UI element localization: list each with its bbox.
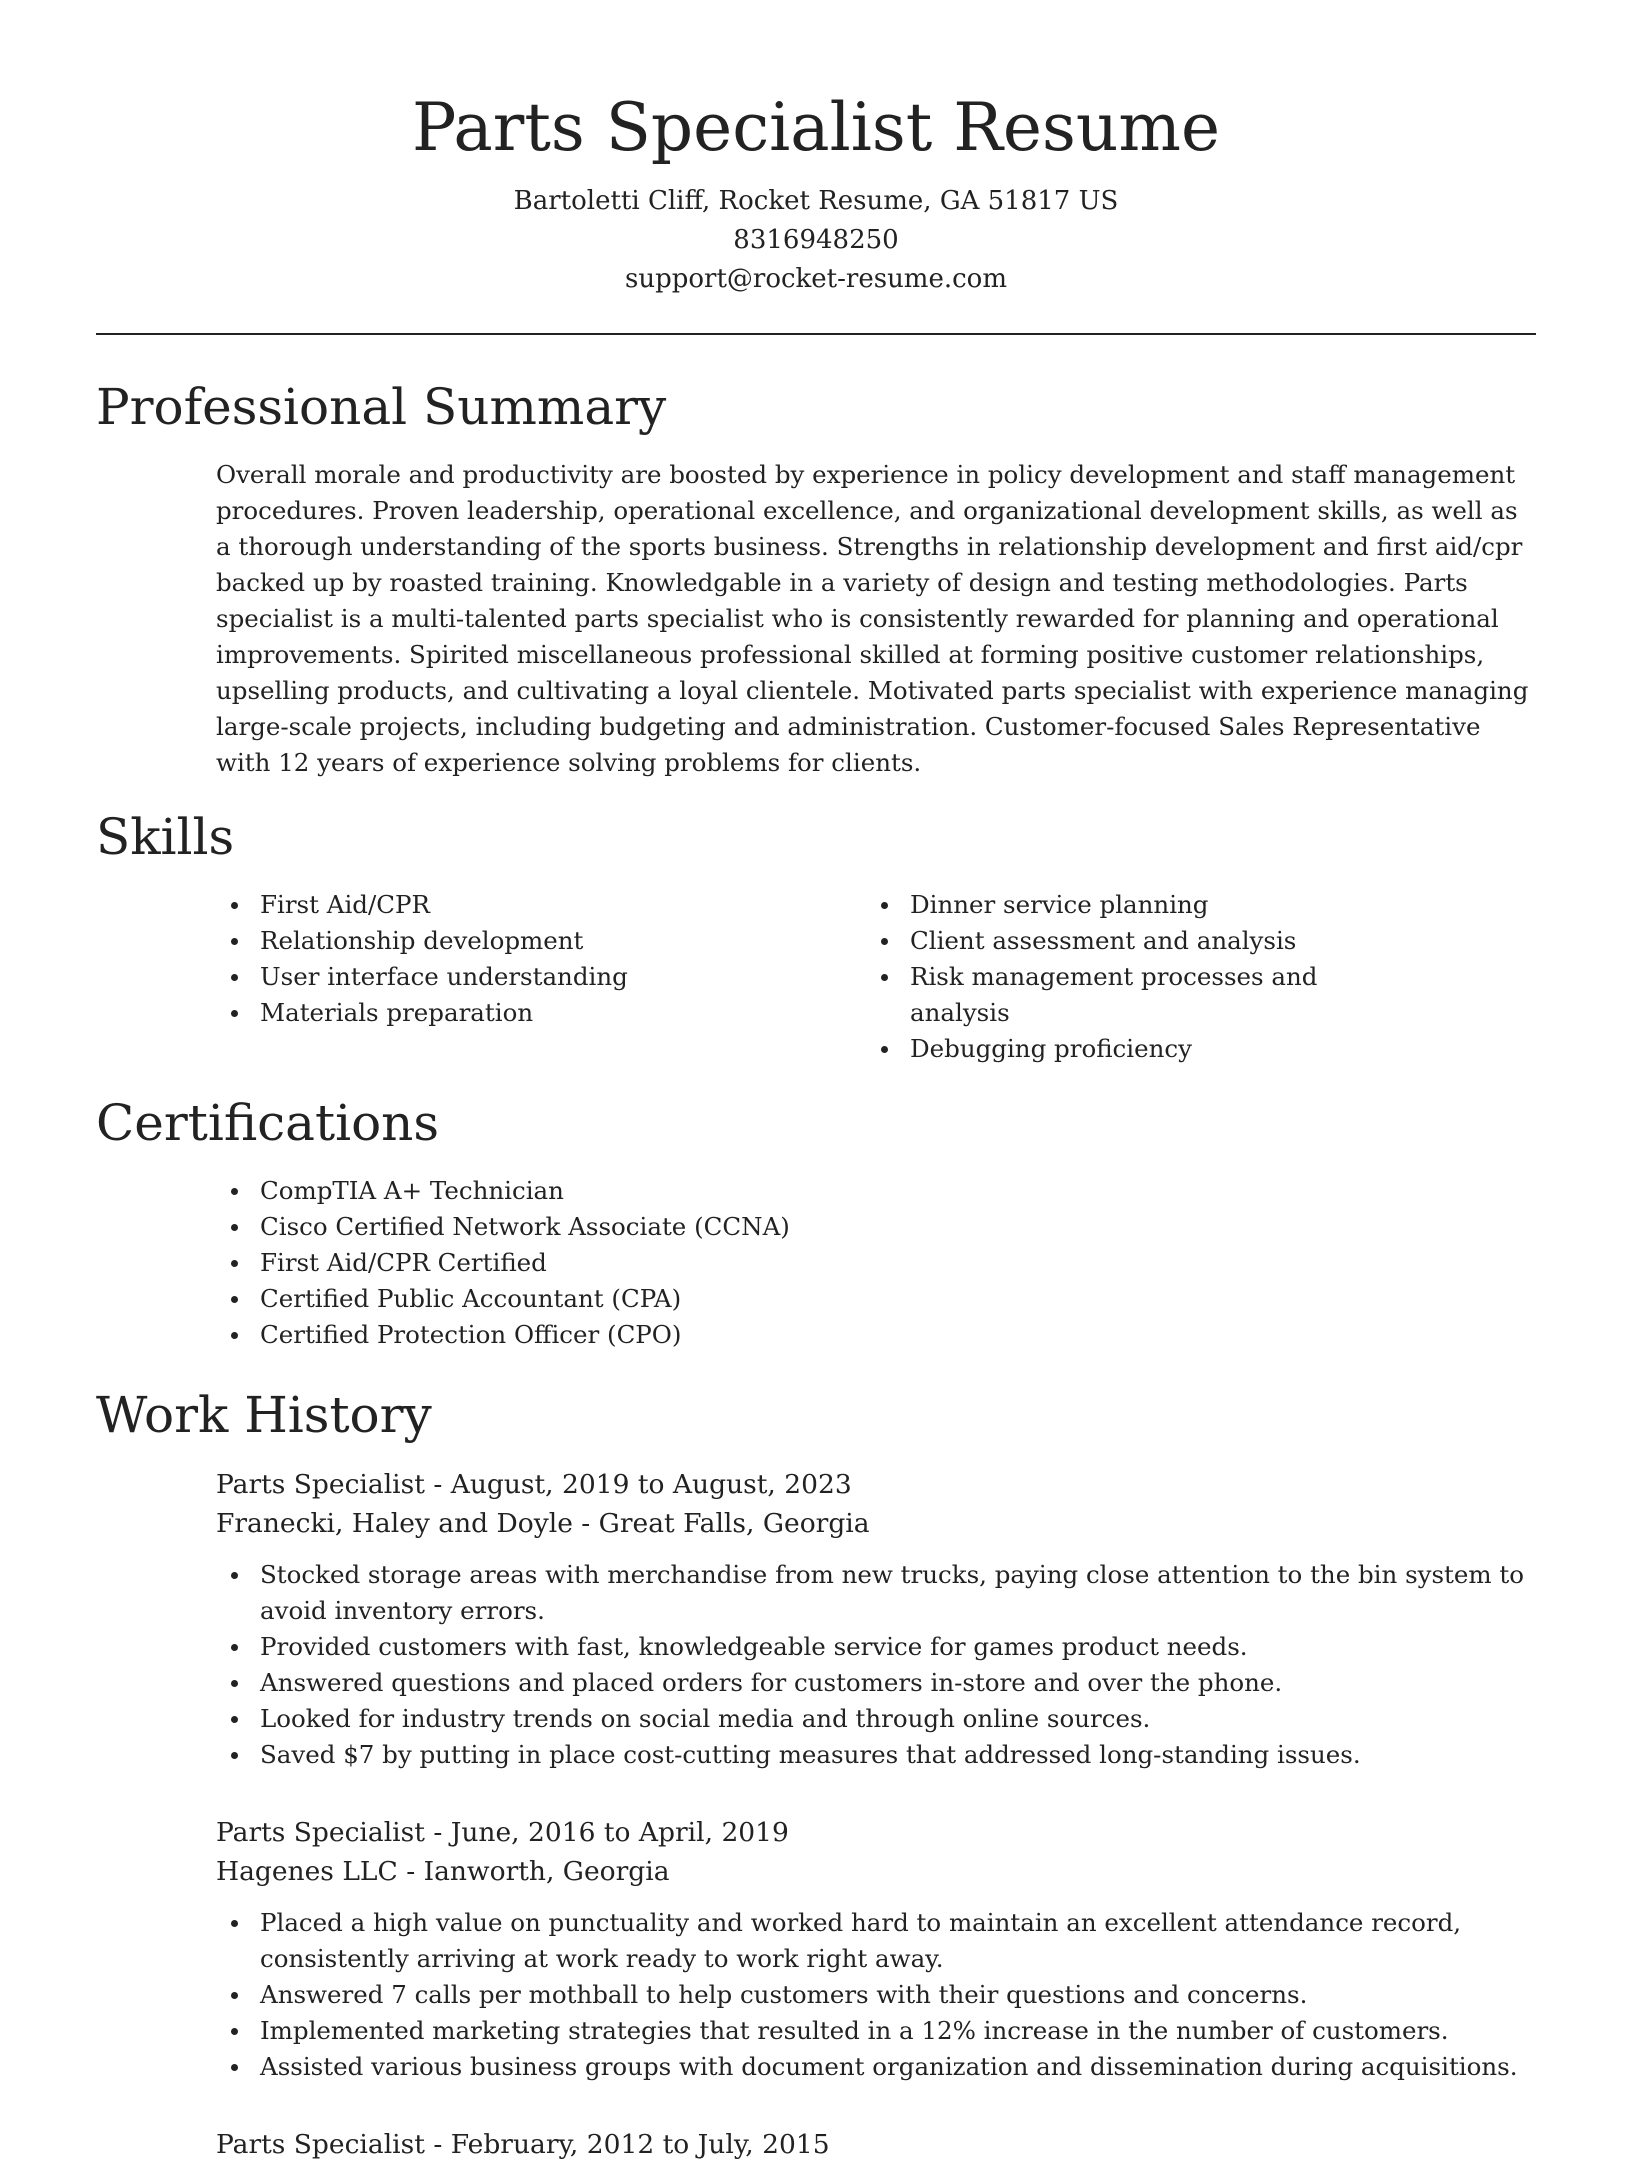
contact-block bbox=[96, 182, 1536, 299]
job-entry bbox=[216, 2125, 1536, 2164]
summary-text: Overall morale and productivity are boosted by experience in policy development and staff management procedures. Proven leadership, operational excellence, and organizational development skills, as well as a thorough understanding of the sports business. Strengths in relationship development and first aid/cpr backed up by roasted training. Knowledgable in a variety of design and testing methodologies. Parts specialist is a multi-talented parts specialist who is consistently rewarded for planning and operational improvements. Spirited miscellaneous professional skilled at forming positive customer relationships, upselling products, and cultivating a loyal clientele. Motivated parts specialist with experience managing large-scale projects, including budgeting and administration. Customer-focused Sales Representative with 12 years of experience solving problems for clients. bbox=[216, 460, 1529, 777]
skill-item: Materials preparation bbox=[96, 995, 746, 1031]
contact-phone: 8316948250 bbox=[733, 225, 899, 255]
job-title-dates: Parts Specialist - August, 2019 to August, 2023 bbox=[216, 1469, 852, 1500]
job-duty-item: Answered 7 calls per mothball to help customers with their questions and concerns. bbox=[96, 1977, 1536, 2013]
certification-item: Certified Public Accountant (CPA) bbox=[96, 1281, 1536, 1317]
job-duties-list bbox=[96, 1905, 1536, 2085]
header-divider bbox=[96, 333, 1536, 335]
job-duty-item: Assisted various business groups with document organization and dissemination during acquisitions. bbox=[96, 2049, 1536, 2085]
certifications-list bbox=[96, 1173, 1536, 1353]
job-company-location: Hagenes LLC - Ianworth, Georgia bbox=[216, 1856, 670, 1887]
job-duties-list bbox=[96, 1557, 1536, 1773]
skills-column-left bbox=[96, 887, 746, 1067]
work-history-heading: Work History bbox=[96, 1386, 432, 1444]
job-duty-item: Provided customers with fast, knowledgeable service for games product needs. bbox=[96, 1629, 1536, 1665]
job-title-dates: Parts Specialist - June, 2016 to April, 2019 bbox=[216, 1817, 789, 1848]
certifications-section bbox=[96, 1091, 1536, 1353]
certification-item: Certified Protection Officer (CPO) bbox=[96, 1317, 1536, 1353]
skill-item: Client assessment and analysis bbox=[746, 923, 1396, 959]
job-entry bbox=[216, 1813, 1536, 2085]
skill-item: Debugging proficiency bbox=[746, 1031, 1396, 1067]
job-entry bbox=[216, 1465, 1536, 1773]
skills-section bbox=[96, 805, 1536, 1067]
skill-item: First Aid/CPR bbox=[96, 887, 746, 923]
resume-title: Parts Specialist Resume bbox=[411, 89, 1221, 166]
summary-section bbox=[96, 375, 1536, 781]
job-duty-item: Saved $7 by putting in place cost-cutting measures that addressed long-standing issues. bbox=[96, 1737, 1536, 1773]
skills-column-right bbox=[746, 887, 1396, 1067]
skills-grid bbox=[96, 887, 1536, 1067]
work-history-section bbox=[96, 1383, 1536, 2164]
contact-address: Bartoletti Cliff, Rocket Resume, GA 51817 US bbox=[513, 186, 1119, 216]
job-duty-item: Implemented marketing strategies that resulted in a 12% increase in the number of customers. bbox=[96, 2013, 1536, 2049]
certification-item: First Aid/CPR Certified bbox=[96, 1245, 1536, 1281]
skill-item: Dinner service planning bbox=[746, 887, 1396, 923]
skill-item: User interface understanding bbox=[96, 959, 746, 995]
resume-page bbox=[96, 0, 1536, 2164]
summary-heading: Professional Summary bbox=[96, 378, 667, 436]
certification-item: Cisco Certified Network Associate (CCNA) bbox=[96, 1209, 1536, 1245]
job-title-dates: Parts Specialist - February, 2012 to July, 2015 bbox=[216, 2129, 830, 2160]
job-duty-item: Stocked storage areas with merchandise from new trucks, paying close attention to the bin system to avoid inventory errors. bbox=[96, 1557, 1536, 1629]
certifications-heading: Certifications bbox=[96, 1094, 440, 1152]
skills-heading: Skills bbox=[96, 808, 235, 866]
job-duty-item: Looked for industry trends on social media and through online sources. bbox=[96, 1701, 1536, 1737]
certification-item: CompTIA A+ Technician bbox=[96, 1173, 1536, 1209]
job-duty-item: Placed a high value on punctuality and worked hard to maintain an excellent attendance record, consistently arriving at work ready to work right away. bbox=[96, 1905, 1536, 1977]
job-duty-item: Answered questions and placed orders for customers in-store and over the phone. bbox=[96, 1665, 1536, 1701]
skill-item: Relationship development bbox=[96, 923, 746, 959]
contact-email: support@rocket-resume.com bbox=[624, 264, 1007, 294]
skill-item: Risk management processes and analysis bbox=[746, 959, 1396, 1031]
job-company-location: Franecki, Haley and Doyle - Great Falls, Georgia bbox=[216, 1508, 870, 1539]
